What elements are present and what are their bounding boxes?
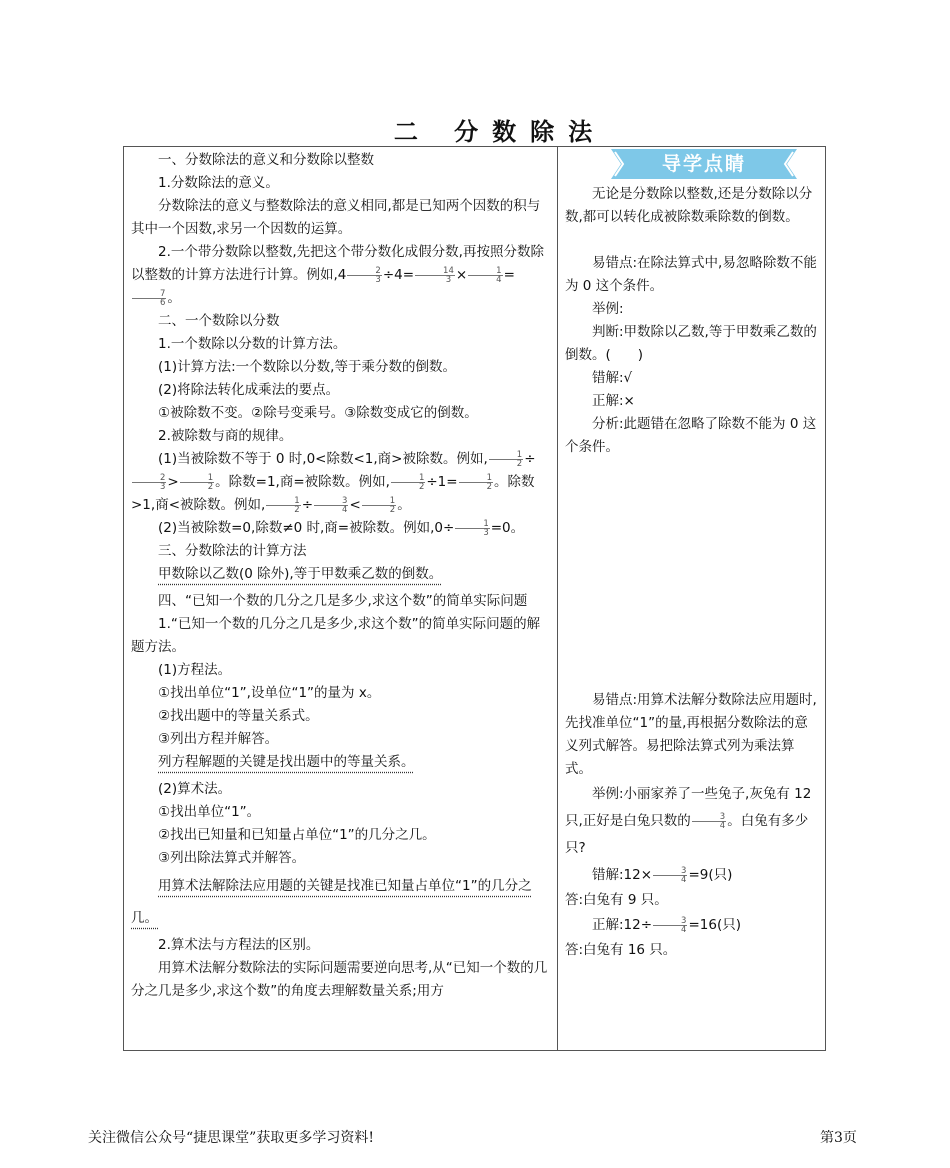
judge-question: 判断:甲数除以乙数,等于甲数乘乙数的倒数。( ) xyxy=(565,324,817,363)
guide-banner xyxy=(611,149,797,179)
footer-promo: 关注微信公众号“捷思课堂”获取更多学习资料! xyxy=(88,1130,374,1146)
paragraph: ③列出方程并解答。 xyxy=(158,731,279,747)
analysis: 分析:此题错在忽略了除数不能为 0 这个条件。 xyxy=(565,416,817,455)
fraction: $\frac{1}{2}$ xyxy=(180,474,214,491)
fraction: $\frac{2}{3}$ xyxy=(132,474,166,491)
paragraph xyxy=(131,751,551,774)
paragraph: ①找出单位“1”,设单位“1”的量为 x。 xyxy=(158,685,381,701)
fraction: $\frac{3}{4}$ xyxy=(653,917,687,934)
right-answer-conclusion: 答:白兔有 16 只。 xyxy=(565,942,677,958)
key-point: 列方程解题的关键是找出题中的等量关系。 xyxy=(158,754,415,770)
paragraph xyxy=(131,870,551,934)
fraction: $\frac{1}{2}$ xyxy=(459,474,493,491)
paragraph: 分数除法的意义与整数除法的意义相同,都是已知两个因数的积与其中一个因数,求另一个因数的运算。 xyxy=(131,198,541,237)
fraction: $\frac{14}{3}$ xyxy=(415,267,455,284)
fraction: $\frac{1}{4}$ xyxy=(468,267,502,284)
section-heading: 一、分数除法的意义和分数除以整数 xyxy=(158,152,374,168)
fraction: $\frac{3}{4}$ xyxy=(653,867,687,884)
wrong-answer-conclusion: 答:白兔有 9 只。 xyxy=(565,892,668,908)
paragraph: 1.“已知一个数的几分之几是多少,求这个数”的简单实际问题的解题方法。 xyxy=(131,616,541,655)
paragraph xyxy=(131,563,551,586)
fraction: $\frac{1}{2}$ xyxy=(362,497,396,514)
paragraph: ②找出题中的等量关系式。 xyxy=(158,708,319,724)
paragraph: (1)方程法。 xyxy=(158,662,232,678)
fraction: $\frac{1}{2}$ xyxy=(391,474,425,491)
page-title: 二 分数除法 xyxy=(393,118,607,146)
fraction: $\frac{1}{2}$ xyxy=(489,451,523,468)
right-answer: 正解:× xyxy=(592,393,635,409)
paragraph: 用算术法解分数除法的实际问题需要逆向思考,从“已知一个数的几分之几是多少,求这个数”的角度去理解数量关系;用方 xyxy=(131,960,548,999)
page-number: 第3页 xyxy=(820,1130,857,1146)
right-answer: 正解:12÷ $\frac{3}{4}$ =16(只) xyxy=(592,915,741,935)
key-point: 用算术法解除法应用题的关键是找准已知量占单位“1”的几分之几。 xyxy=(131,878,532,926)
example: 举例:小丽家养了一些兔子,灰兔有 12 只,正好是白兔只数的 $\frac{3}{4}$ 。白兔有多少只? xyxy=(565,786,812,856)
paragraph: (1)当被除数不等于 0 时,0<除数<1,商>被除数。例如, $\frac{1}{2}$ ÷ $\frac{2}{3}$ > $\frac{1}{2}$ 。除数=1,商=被除数。例如, $\frac{1}{2}$ ÷1= $\frac{1}{2}$ 。除数>1,商<被除数。例如, $\frac{1}{2}$ ÷ $\frac{3}{4}$ < $\frac{1}{2}$ 。 xyxy=(131,449,536,515)
paragraph: 2.一个带分数除以整数,先把这个带分数化成假分数,再按照分数除以整数的计算方法进行计算。例如,4 $\frac{2}{3}$ ÷4= $\frac{14}{3}$ × $\frac{1}{4}$ = $\frac{7}{6}$ 。 xyxy=(131,244,544,308)
example-label: 举例: xyxy=(592,301,624,317)
tip-paragraph: 无论是分数除以整数,还是分数除以分数,都可以转化成被除数乘除数的倒数。 xyxy=(565,186,813,225)
paragraph: (2)算术法。 xyxy=(158,781,232,797)
paragraph: 2.算术法与方程法的区别。 xyxy=(158,937,320,953)
paragraph: ③列出除法算式并解答。 xyxy=(158,850,306,866)
fraction: $\frac{3}{4}$ xyxy=(692,813,726,830)
wrong-answer: 错解:√ xyxy=(592,370,633,386)
right-column xyxy=(565,149,819,962)
left-column xyxy=(131,149,551,1003)
paragraph: 2.被除数与商的规律。 xyxy=(158,428,293,444)
banner-title: 导学点睛 xyxy=(661,153,746,175)
paragraph: ①找出单位“1”。 xyxy=(158,804,261,820)
column-divider xyxy=(557,146,558,1051)
paragraph: ①被除数不变。②除号变乘号。③除数变成它的倒数。 xyxy=(158,405,478,421)
paragraph: (1)计算方法:一个数除以分数,等于乘分数的倒数。 xyxy=(158,359,456,375)
key-point: 甲数除以乙数(0 除外),等于甲数乘乙数的倒数。 xyxy=(158,566,443,582)
paragraph: 1.分数除法的意义。 xyxy=(158,175,279,191)
fraction: $\frac{2}{3}$ xyxy=(347,267,381,284)
fraction: $\frac{3}{4}$ xyxy=(314,497,348,514)
section-heading: 三、分数除法的计算方法 xyxy=(158,543,307,559)
paragraph: (2)当被除数=0,除数≠0 时,商=被除数。例如,0÷ $\frac{1}{3}$ =0。 xyxy=(158,518,525,538)
paragraph: 1.一个数除以分数的计算方法。 xyxy=(158,336,347,352)
section-heading: 二、一个数除以分数 xyxy=(158,313,280,329)
wrong-answer: 错解:12× $\frac{3}{4}$ =9(只) xyxy=(592,865,733,885)
error-point: 易错点:在除法算式中,易忽略除数不能为 0 这个条件。 xyxy=(565,255,817,294)
section-heading: 四、“已知一个数的几分之几是多少,求这个数”的简单实际问题 xyxy=(158,593,528,609)
paragraph: ②找出已知量和已知量占单位“1”的几分之几。 xyxy=(158,827,436,843)
paragraph: (2)将除法转化成乘法的要点。 xyxy=(158,382,340,398)
fraction: $\frac{1}{2}$ xyxy=(266,497,300,514)
fraction: $\frac{1}{3}$ xyxy=(455,520,489,537)
fraction: $\frac{7}{6}$ xyxy=(132,290,166,307)
error-point: 易错点:用算术法解分数除法应用题时,先找准单位“1”的量,再根据分数除法的意义列式解答。易把除法算式列为乘法算式。 xyxy=(565,692,817,777)
